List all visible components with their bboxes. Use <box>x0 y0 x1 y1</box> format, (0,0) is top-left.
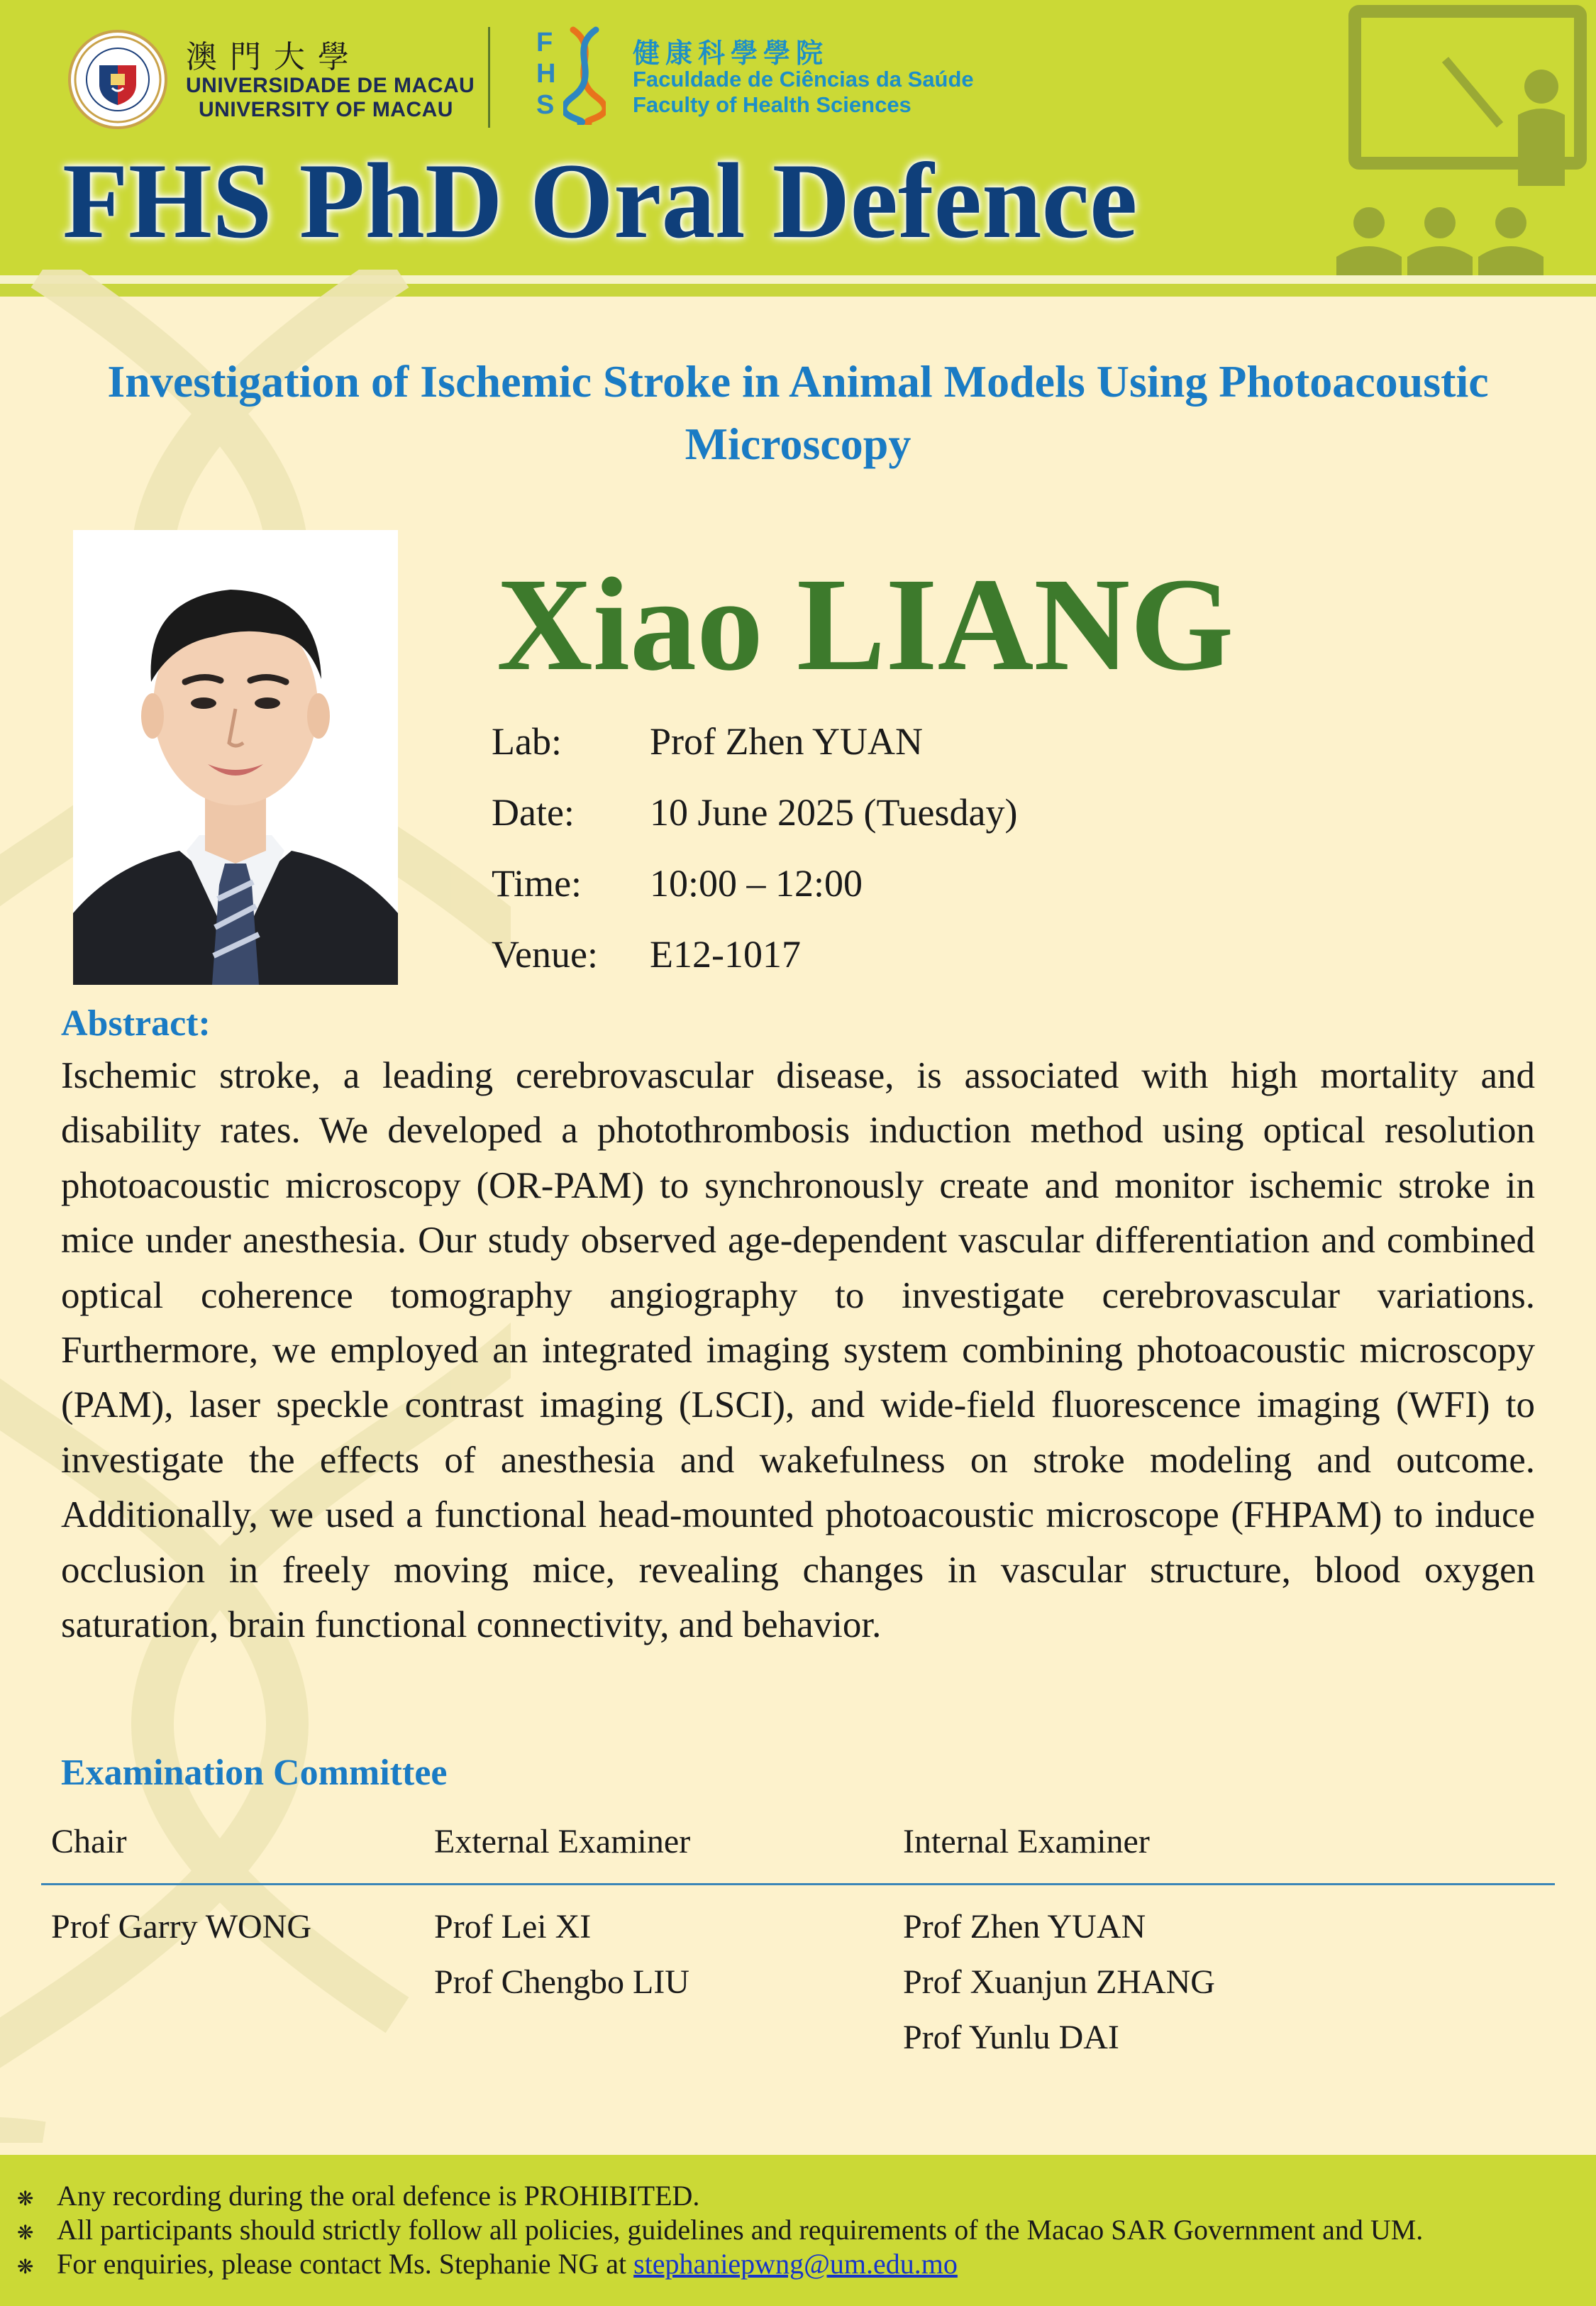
venue-label: Venue: <box>492 933 598 976</box>
lab-value: Prof Zhen YUAN <box>650 720 923 763</box>
university-name-portuguese: UNIVERSIDADE DE MACAU <box>186 74 475 97</box>
time-label: Time: <box>492 862 582 905</box>
committee-member: Prof Yunlu DAI <box>903 2019 1119 2056</box>
date-value: 10 June 2025 (Tuesday) <box>650 791 1018 834</box>
committee-role-chair: Chair <box>51 1823 127 1860</box>
committee-heading: Examination Committee <box>61 1753 448 1793</box>
committee-divider <box>41 1883 1555 1885</box>
faculty-letter: H <box>536 59 556 89</box>
enquiry-email-link[interactable]: stephaniepwng@um.edu.mo <box>633 2248 958 2280</box>
date-label: Date: <box>492 791 575 834</box>
thesis-title: Investigation of Ischemic Stroke in Animal Models Using Photoacoustic Microscopy <box>107 356 1489 469</box>
bullet-icon: ❋ <box>17 2186 34 2210</box>
logo-divider <box>488 27 490 128</box>
candidate-name: Xiao LIANG <box>497 550 1234 698</box>
header-banner <box>0 0 1596 275</box>
page-title: FHS PhD Oral Defence <box>62 141 1138 260</box>
enquiry-text: For enquiries, please contact Ms. Stephanie NG at <box>57 2248 634 2280</box>
committee-role-external: External Examiner <box>434 1823 691 1860</box>
committee-member: Prof Chengbo LIU <box>434 1963 689 2001</box>
committee-role-internal: Internal Examiner <box>903 1823 1150 1860</box>
committee-member: Prof Garry WONG <box>51 1908 312 1946</box>
venue-value: E12-1017 <box>650 933 801 976</box>
abstract-text: Ischemic stroke, a leading cerebrovascular disease, is associated with high mortality and disability rates. We developed a photothrombosis induction method using optical resolution photoacoustic microscopy (OR-PAM) to synchronously create and monitor ischemic stroke in mice under anesthesia. Our study observed age-dependent vascular differentiation and combined optical coherence tomography angiography to investigate cerebrovascular variations. Furthermore, we employed an integrated imaging system combining photoacoustic microscopy (PAM), laser speckle contrast imaging (LSCI), and wide-field fluorescence imaging (WFI) to investigate the effects of anesthesia and wakefulness on stroke modeling and outcome. Additionally, we used a functional head-mounted photoacoustic microscope (FHPAM) to induce occlusion in freely moving mice, revealing changes in vascular structure, blood oxygen saturation, brain functional connectivity, and behavior. <box>61 1055 1535 1646</box>
candidate-photo <box>73 530 398 985</box>
bullet-icon: ❋ <box>17 2254 34 2278</box>
dna-helix-icon <box>563 26 606 125</box>
lab-label: Lab: <box>492 720 562 763</box>
committee-member: Prof Lei XI <box>434 1908 592 1946</box>
faculty-name-chinese: 健康科學學院 <box>633 38 829 69</box>
faculty-letter: F <box>536 28 553 57</box>
footer-note-text: All participants should strictly follow all policies, guidelines and requirements of the Macao SAR Government and UM. <box>57 2214 1424 2246</box>
committee-member: Prof Xuanjun ZHANG <box>903 1963 1215 2001</box>
university-name-chinese: 澳門大學 <box>186 39 362 75</box>
committee-member: Prof Zhen YUAN <box>903 1908 1146 1946</box>
faculty-abbreviation <box>536 27 562 121</box>
abstract-heading: Abstract: <box>61 1003 211 1044</box>
faculty-name-english: Faculty of Health Sciences <box>633 92 911 117</box>
footer-enquiry <box>17 2247 958 2284</box>
faculty-name-portuguese: Faculdade de Ciências da Saúde <box>633 67 974 92</box>
footer-note-text: Any recording during the oral defence is PROHIBITED. <box>57 2180 700 2212</box>
presentation-board-icon <box>1312 0 1596 275</box>
time-value: 10:00 – 12:00 <box>650 862 863 905</box>
footer-note <box>17 2179 699 2216</box>
footer-notes <box>0 2155 1596 2306</box>
university-name-english: UNIVERSITY OF MACAU <box>199 98 453 121</box>
university-seal-icon <box>68 30 167 129</box>
bullet-icon: ❋ <box>17 2220 34 2244</box>
faculty-letter: S <box>536 90 555 120</box>
footer-note <box>17 2213 1423 2250</box>
